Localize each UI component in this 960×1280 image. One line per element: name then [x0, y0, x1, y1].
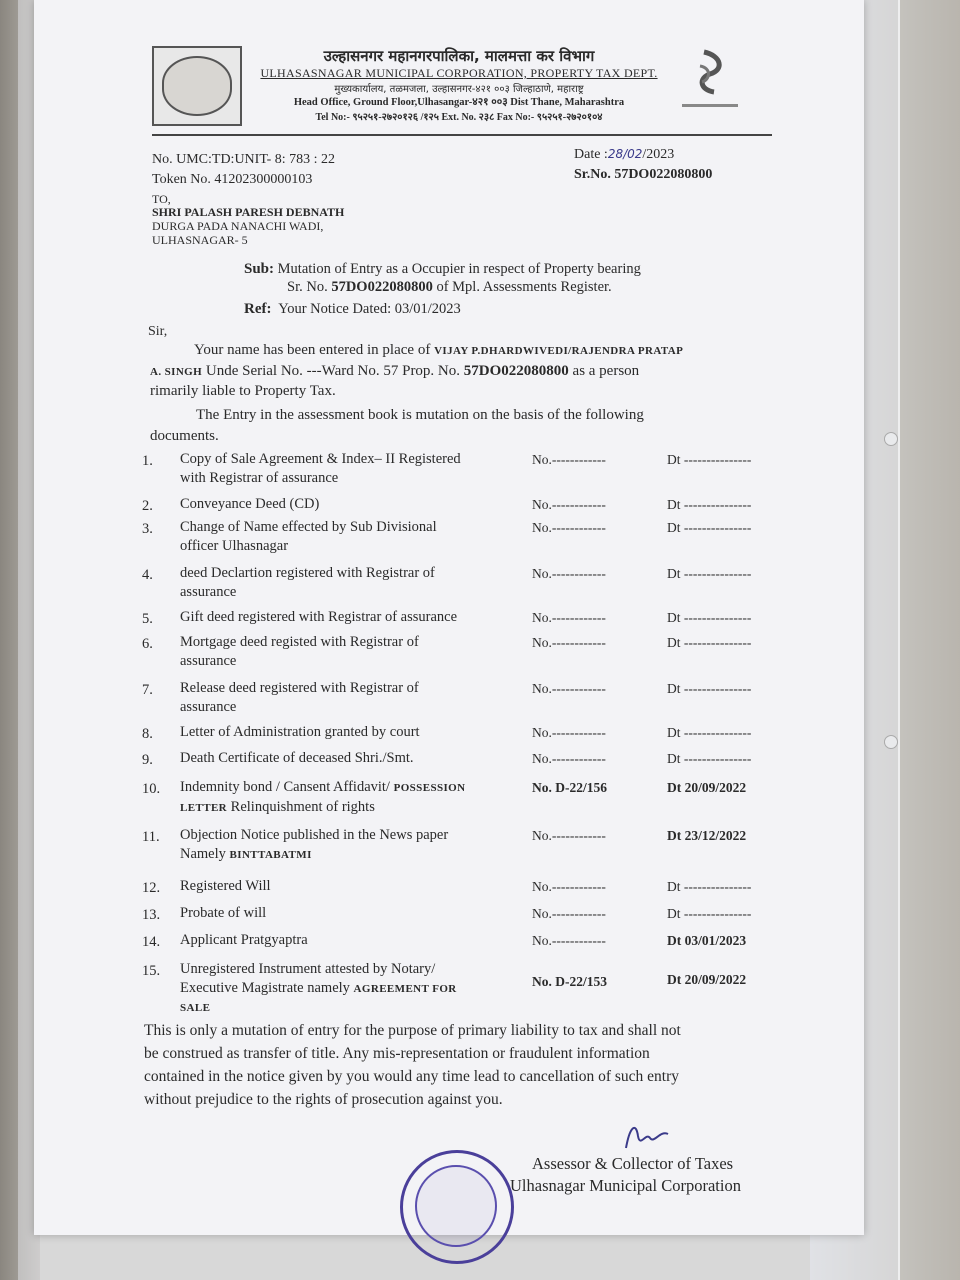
subject-line2: Sr. No. 57DO022080800 of Mpl. Assessments Register.: [287, 279, 612, 295]
closing-line4: without prejudice to the rights of prosecution against you.: [144, 1091, 503, 1108]
signatory-title: Assessor & Collector of Taxes: [532, 1154, 734, 1173]
reference-number: No. UMC:TD:UNIT- 8: 783 : 22: [152, 152, 336, 167]
paragraph2-line1: The Entry in the assessment book is mutation on the basis of the following: [196, 407, 644, 423]
handwritten-date: 28/02: [607, 147, 643, 161]
letterhead-phones: Tel No:- ९५२५१-२७२०१२६ /१२५ Ext. No. २३८ Fax No:- ९५२५१-२७२०१०४: [315, 112, 603, 123]
signature-block: [510, 1122, 741, 1196]
token-number: Token No. 41202300000103: [152, 172, 313, 187]
addressee-line1: DURGA PADA NANACHI WADI,: [152, 219, 324, 233]
letterhead-title-english: ULHASASNAGAR MUNICIPAL CORPORATION, PROPERTY TAX DEPT.: [260, 66, 658, 80]
closing-line3: contained in the notice given by you would any time lead to cancellation of such entry: [144, 1068, 680, 1085]
reference-line: Ref: Your Notice Dated: 03/01/2023: [244, 301, 461, 317]
official-stamp: [400, 1150, 514, 1264]
paragraph1-line3: rimarily liable to Property Tax.: [150, 383, 336, 399]
subject-line1: Sub: Mutation of Entry as a Occupier in respect of Property bearing: [244, 261, 641, 277]
swachh-logo-icon: [674, 44, 746, 116]
letterhead-divider: [152, 134, 772, 136]
signatory-office: Ulhasnagar Municipal Corporation: [510, 1176, 741, 1195]
paragraph1-line1: Your name has been entered in place of VIJAY P.DHARDWIVEDI/RAJENDRA PRATAP: [194, 342, 684, 358]
letterhead-title-hindi: उल्हासनगर महानगरपालिका, मालमत्ता कर विभाग: [323, 47, 595, 65]
addressee-to: TO,: [152, 192, 171, 206]
serial-number: Sr.No. 57DO022080800: [574, 167, 713, 182]
paragraph1-line2: A. SINGH Unde Serial No. ---Ward No. 57 Prop. No. 57DO022080800 as a person: [150, 363, 640, 379]
addressee-name: SHRI PALASH PARESH DEBNATH: [152, 205, 345, 219]
letter-date: Date :28/02/2023: [574, 147, 675, 162]
sleeve-holes: [880, 0, 900, 1280]
salutation: Sir,: [148, 324, 168, 339]
closing-line1: This is only a mutation of entry for the purpose of primary liability to tax and shall not: [144, 1022, 681, 1039]
addressee-line2: ULHASNAGAR- 5: [152, 233, 248, 247]
closing-line2: be construed as transfer of title. Any mis-representation or fraudulent information: [144, 1045, 650, 1062]
handwritten-signature-icon: [620, 1118, 680, 1158]
letterhead-office-marathi: मुख्यकार्यालय, तळमजला, उल्हासनगर-४२१ ००३ जिल्हाठाणे, महाराष्ट्र: [334, 84, 584, 95]
umc-emblem-logo: [152, 46, 242, 126]
letterhead: [244, 46, 674, 123]
letterhead-address: Head Office, Ground Floor,Ulhasangar-४२१ ००३ Dist Thane, Maharashtra: [293, 97, 625, 108]
notice-document: उल्हासनगर महानगरपालिका, मालमत्ता कर विभाग ULHASASNAGAR MUNICIPAL CORPORATION, PROPERTY TAX DEPT. मुख्यकार्यालय, तळमजला, उल्हासनगर-४२१ ००३ जिल्हाठाणे, महाराष्ट्र Head Office, Ground Floor,Ulhasangar-४२१ ००३ Dist Thane, Maharashtra Tel No:- ९५२५१-२७२०१२६ /१२५ Ext. No. २३८ Fax No:- ९५२५१-२७२०१०४ No. UMC:TD:UNIT- 8: 783 : 22 Token No. 41202300000103 Date :28/02/2023 Sr.No. 57DO022080800 TO, SHRI PALASH PARESH DEBNATH DURGA PADA NANACHI WADI, ULHASNAGAR- 5 Sub: Mutation of Entry as a Occupier in respect of Property bearing Sr. No. 57DO022080800 of Mpl. Assessments Register. Ref: Your Notice Dated: 03/01/2023 Sir, Your name has been entered in place of VIJAY P.DHARDWIVEDI/RAJENDRA PRATAP A. SINGH Unde Serial No. ---Ward No. 57 Prop. No. 57DO022080800 as a person rimarily liable to Property Tax. The Entry in the assessment book is mutation on the basis of the following documents. 1. Copy of Sale Agreement & Index– II Registered with Registrar of assurance No.------------ Dt --------------- 2. Conveyance Deed (CD) No.------------ Dt --------------- 3. Change of Name effected by Sub Divisional officer Ulhasnagar No.------------ Dt --------------- 4. deed Declartion registered with Registrar of assurance No.------------ Dt --------------- 5. Gift deed registered with Registrar of assurance No.------------ Dt --------------- 6. Mortgage deed registed with Registrar of assurance No.------------ Dt --------------- 7. Release deed registered with Registrar of assurance No.------------ Dt --------------- 8. Letter of Administration granted by court No.------------ Dt --------------- 9. Death Certificate of deceased Shri./Smt. No.------------ Dt --------------- 10. Indemnity bond / Cansent Affidavit/ POSSESSION LETTER Relinquishment of rights No. D-22/156 Dt 20/09/2022 11. Objection Notice published in the News paper Namely BINTTABATMI No.------------ Dt 23/12/2022 12. Registered Will No.------------ Dt --------------- 13. Probate of will No.------------ Dt --------------- 14. Applicant Pratgyaptra No.------------ Dt 03/01/2023 15. Unregistered Instrument attested by Notary/ Executive Magistrate namely AGREEMENT FOR SALE No. D-22/153 Dt 20/09/2022 This is only a mutation of entry for the purpose of primary liability to tax and shall not be construed as transfer of title. Any mis-representation or fraudulent information contained in the notice given by you would any time lead to cancellation of such entry without prejudice to the rights of prosecution against you. Assessor & Collector of Taxes Ulhasnagar Municipal Corporation: [34, 0, 864, 1235]
paragraph2-line2: documents.: [150, 428, 219, 444]
